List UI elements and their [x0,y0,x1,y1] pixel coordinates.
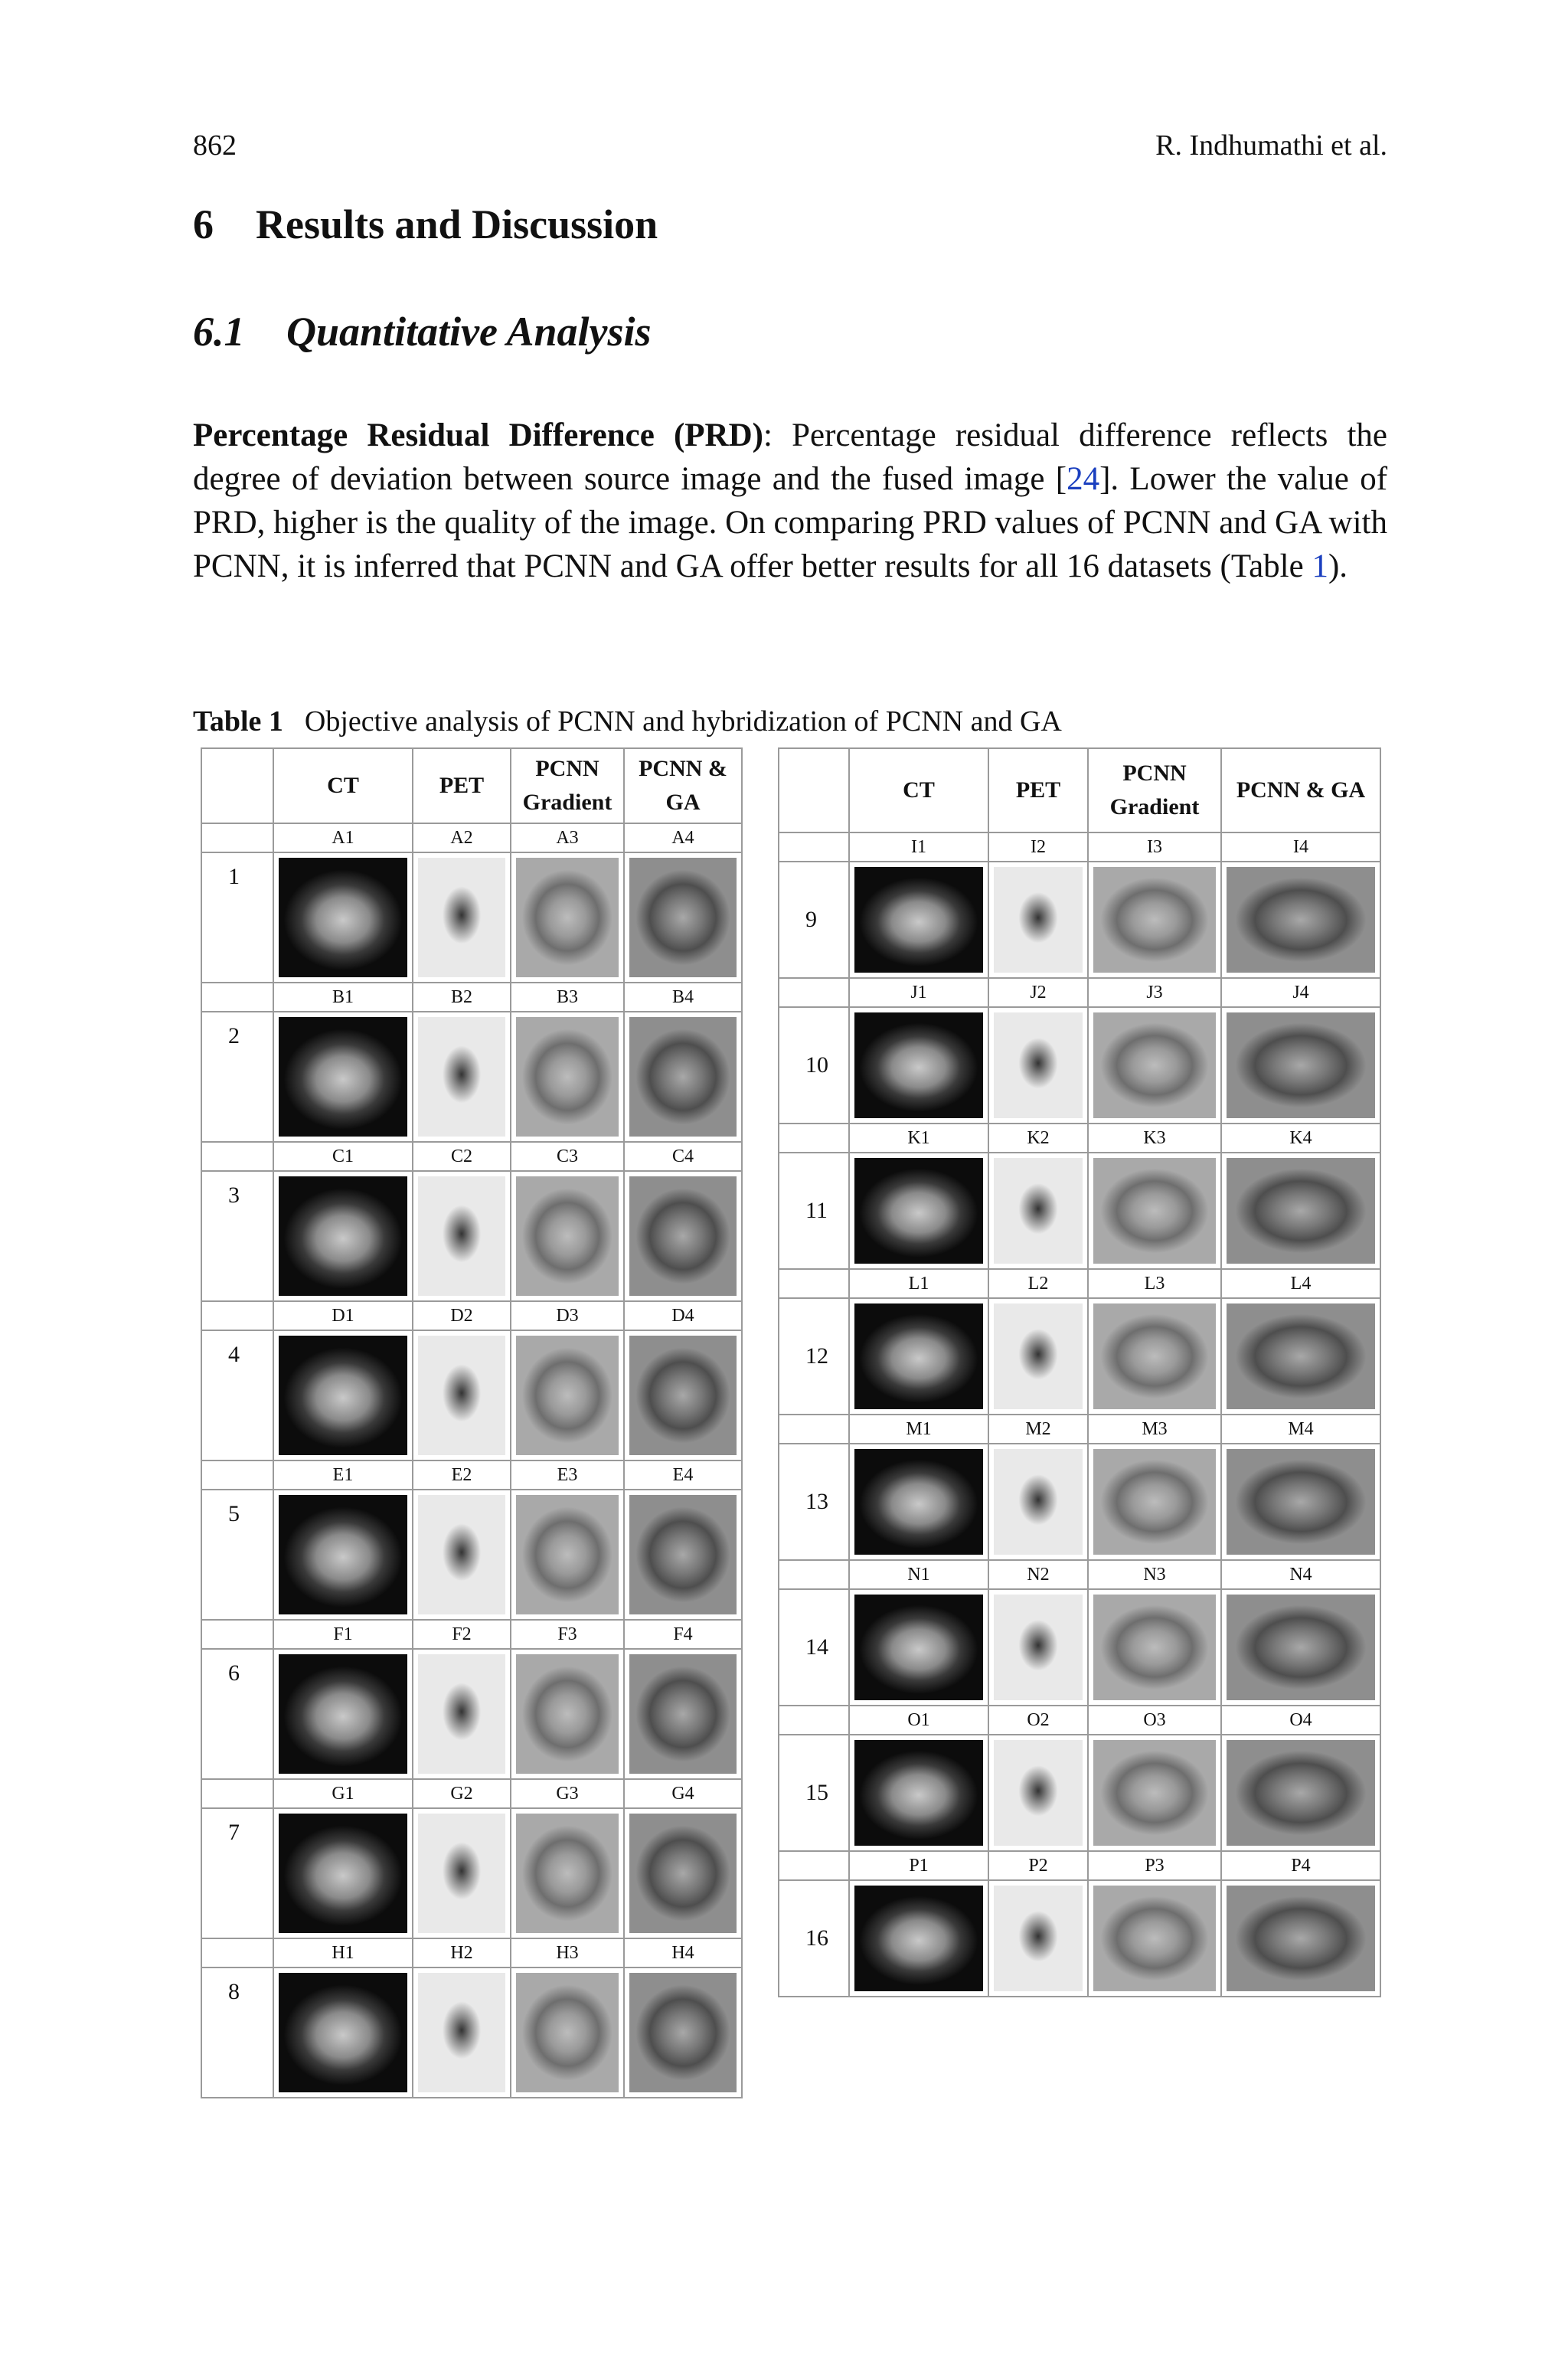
image-label: N1 [849,1560,988,1589]
image-label: I4 [1221,832,1380,862]
label-blank-cell [779,1560,849,1589]
image-cell [1088,1153,1221,1269]
table-caption-text: Objective analysis of PCNN and hybridization of PCNN and GA [304,705,1062,738]
image-cell [624,1490,742,1620]
image-cell [988,1298,1088,1415]
label-blank-cell [201,1460,273,1490]
image-label: K4 [1221,1124,1380,1153]
dataset-row [201,1330,742,1460]
image-label-row [779,1269,1380,1298]
ct-scan-image [854,1886,983,1991]
image-label: B3 [511,983,624,1012]
image-cell [624,1330,742,1460]
pet-scan-image [994,1740,1083,1846]
image-cell [511,1490,624,1620]
image-cell [1088,1735,1221,1851]
label-blank-cell [201,1142,273,1171]
pcnn-ga-fused-image [629,1654,737,1774]
image-label: A3 [511,823,624,852]
image-label: I3 [1088,832,1221,862]
pcnn-gradient-fused-image [1093,867,1216,973]
pcnn-gradient-fused-image [516,858,619,977]
pet-scan-image [418,1017,505,1137]
pcnn-ga-fused-image [1227,1012,1375,1118]
image-label: B1 [273,983,413,1012]
header-blank-cell [779,748,849,832]
dataset-number: 4 [201,1330,273,1460]
dataset-row [779,862,1380,978]
image-label: O3 [1088,1706,1221,1735]
image-cell [1221,1880,1380,1997]
running-head: R. Indhumathi et al. [1155,129,1387,162]
subsection-number: 6.1 [193,309,245,355]
image-cell [849,862,988,978]
image-label-row [201,1620,742,1649]
dataset-number: 7 [201,1808,273,1938]
column-header: CT [849,748,988,832]
image-label: A1 [273,823,413,852]
image-cell [1221,1444,1380,1560]
image-label: H2 [413,1938,511,1967]
image-cell [849,1880,988,1997]
image-cell [511,852,624,983]
image-cell [413,1171,511,1301]
image-cell [1221,1735,1380,1851]
dataset-number: 9 [779,862,849,978]
image-label-row [779,978,1380,1007]
label-blank-cell [779,1269,849,1298]
image-label: G2 [413,1779,511,1808]
image-label: G4 [624,1779,742,1808]
image-cell [273,1012,413,1142]
pcnn-gradient-fused-image [516,1973,619,2092]
pcnn-gradient-fused-image [516,1336,619,1455]
pcnn-ga-fused-image [1227,1303,1375,1409]
image-cell [988,1444,1088,1560]
column-header: PCNN & GA [1221,748,1380,832]
image-label: P1 [849,1851,988,1880]
image-label: D4 [624,1301,742,1330]
image-cell [624,1649,742,1779]
image-label: E3 [511,1460,624,1490]
image-label-row [201,1301,742,1330]
pet-scan-image [994,1158,1083,1264]
pet-scan-image [418,858,505,977]
image-label: K1 [849,1124,988,1153]
ct-scan-image [279,1017,407,1137]
dataset-number: 2 [201,1012,273,1142]
subsection-title-text: Quantitative Analysis [286,309,652,355]
pcnn-gradient-fused-image [516,1176,619,1296]
ct-scan-image [854,1595,983,1700]
header-blank-cell [201,748,273,823]
image-label-row [779,1851,1380,1880]
ct-scan-image [854,1012,983,1118]
pcnn-gradient-fused-image [1093,1595,1216,1700]
label-blank-cell [201,823,273,852]
ct-scan-image [279,1973,407,2092]
image-label: B4 [624,983,742,1012]
pet-scan-image [994,867,1083,973]
image-cell [511,1330,624,1460]
image-label: P3 [1088,1851,1221,1880]
subsection-title [193,308,652,355]
image-label-row [201,1779,742,1808]
image-label: F1 [273,1620,413,1649]
dataset-row [201,1649,742,1779]
image-label: M2 [988,1415,1088,1444]
image-cell [511,1967,624,2098]
image-label-row [779,1706,1380,1735]
ct-scan-image [279,1176,407,1296]
image-label: C1 [273,1142,413,1171]
pcnn-gradient-fused-image [1093,1740,1216,1846]
image-label: N2 [988,1560,1088,1589]
image-cell [1088,1298,1221,1415]
section-number: 6 [193,201,214,247]
dataset-number: 6 [201,1649,273,1779]
image-cell [624,1808,742,1938]
image-cell [413,1012,511,1142]
dataset-row [201,1967,742,2098]
dataset-row [201,1012,742,1142]
pet-scan-image [994,1303,1083,1409]
image-label: N3 [1088,1560,1221,1589]
image-cell [1221,1298,1380,1415]
image-label: L2 [988,1269,1088,1298]
image-label-row [779,1124,1380,1153]
body-paragraph [193,414,1387,588]
table-ref-link[interactable]: 1 [1312,548,1328,584]
image-label: E4 [624,1460,742,1490]
dataset-number: 5 [201,1490,273,1620]
image-cell [413,1330,511,1460]
section-title-text: Results and Discussion [256,201,658,247]
image-label: C4 [624,1142,742,1171]
image-label: L1 [849,1269,988,1298]
pcnn-gradient-fused-image [1093,1012,1216,1118]
image-cell [413,852,511,983]
dataset-row [779,1298,1380,1415]
pcnn-ga-fused-image [629,1176,737,1296]
image-cell [511,1171,624,1301]
image-label: J2 [988,978,1088,1007]
pcnn-gradient-fused-image [516,1814,619,1933]
dataset-number: 16 [779,1880,849,1997]
pcnn-gradient-fused-image [1093,1886,1216,1991]
dataset-row [201,852,742,983]
image-cell [273,1330,413,1460]
image-cell [511,1808,624,1938]
image-cell [988,1007,1088,1124]
image-cell [511,1012,624,1142]
dataset-number: 11 [779,1153,849,1269]
pet-scan-image [994,1595,1083,1700]
image-label: A2 [413,823,511,852]
image-label-row [779,832,1380,862]
image-label: O2 [988,1706,1088,1735]
image-label: N4 [1221,1560,1380,1589]
ct-scan-image [854,1303,983,1409]
image-label: B2 [413,983,511,1012]
image-label: J4 [1221,978,1380,1007]
image-label: E1 [273,1460,413,1490]
dataset-number: 12 [779,1298,849,1415]
image-cell [1221,1007,1380,1124]
pcnn-ga-fused-image [1227,1158,1375,1264]
image-label: C2 [413,1142,511,1171]
image-cell [624,1171,742,1301]
image-label-row [201,823,742,852]
pcnn-ga-fused-image [1227,867,1375,973]
dataset-number: 13 [779,1444,849,1560]
image-cell [624,1012,742,1142]
label-blank-cell [201,1938,273,1967]
column-header: PCNN & GA [624,748,742,823]
pet-scan-image [994,1449,1083,1555]
dataset-row [779,1735,1380,1851]
image-cell [1088,1007,1221,1124]
pet-scan-image [994,1886,1083,1991]
pcnn-gradient-fused-image [1093,1449,1216,1555]
image-cell [1221,1589,1380,1706]
image-cell [1088,1589,1221,1706]
pet-scan-image [418,1654,505,1774]
pcnn-gradient-fused-image [1093,1303,1216,1409]
dataset-row [779,1589,1380,1706]
dataset-number: 14 [779,1589,849,1706]
dataset-number: 10 [779,1007,849,1124]
image-cell [988,1589,1088,1706]
ct-scan-image [279,1654,407,1774]
dataset-number: 8 [201,1967,273,2098]
image-label: A4 [624,823,742,852]
image-label: L3 [1088,1269,1221,1298]
image-cell [849,1298,988,1415]
label-blank-cell [779,1415,849,1444]
ct-scan-image [279,1336,407,1455]
image-cell [1221,862,1380,978]
image-cell [1088,1444,1221,1560]
label-blank-cell [201,983,273,1012]
pcnn-ga-fused-image [629,1336,737,1455]
pcnn-ga-fused-image [1227,1886,1375,1991]
image-label: L4 [1221,1269,1380,1298]
image-label-row [201,1142,742,1171]
image-label: P4 [1221,1851,1380,1880]
image-label-row [201,983,742,1012]
image-label: K3 [1088,1124,1221,1153]
image-cell [511,1649,624,1779]
image-label: P2 [988,1851,1088,1880]
pcnn-gradient-fused-image [516,1495,619,1614]
pcnn-gradient-fused-image [516,1654,619,1774]
image-label: C3 [511,1142,624,1171]
table-caption-label: Table 1 [193,705,283,738]
dataset-row [779,1880,1380,1997]
image-cell [413,1967,511,2098]
ct-scan-image [854,1158,983,1264]
image-cell [988,1153,1088,1269]
image-cell [988,1880,1088,1997]
image-label: I1 [849,832,988,862]
image-label: E2 [413,1460,511,1490]
page-number: 862 [193,129,237,162]
image-cell [413,1649,511,1779]
image-cell [988,1735,1088,1851]
dataset-row [201,1490,742,1620]
prd-term: Percentage Residual Difference (PRD) [193,417,763,453]
label-blank-cell [779,1706,849,1735]
dataset-row [201,1808,742,1938]
pcnn-ga-fused-image [629,858,737,977]
image-label: O1 [849,1706,988,1735]
column-header: PET [413,748,511,823]
image-label: K2 [988,1124,1088,1153]
image-label: F3 [511,1620,624,1649]
image-label: G3 [511,1779,624,1808]
image-label: J1 [849,978,988,1007]
para-text-3: ). [1328,548,1348,584]
image-label: I2 [988,832,1088,862]
pcnn-ga-fused-image [629,1017,737,1137]
pet-scan-image [418,1973,505,2092]
dataset-number: 1 [201,852,273,983]
image-label: F4 [624,1620,742,1649]
ct-scan-image [854,1449,983,1555]
image-label: D2 [413,1301,511,1330]
image-cell [1088,1880,1221,1997]
image-label: O4 [1221,1706,1380,1735]
section-title [193,201,658,248]
image-label: M4 [1221,1415,1380,1444]
image-cell [1221,1153,1380,1269]
pcnn-ga-fused-image [629,1495,737,1614]
citation-link[interactable]: 24 [1067,461,1100,497]
ct-scan-image [854,867,983,973]
image-cell [413,1490,511,1620]
image-label: H1 [273,1938,413,1967]
image-label: J3 [1088,978,1221,1007]
label-blank-cell [201,1620,273,1649]
column-header: PET [988,748,1088,832]
image-cell [849,1589,988,1706]
para-text-2: ]. Lower the value of PRD, higher is the quality of the image. On comparing PRD values of PCNN and GA with PCNN, it is inferred that PCNN and GA offer better results for all 16 datasets (Table [193,461,1388,584]
image-cell [273,1967,413,2098]
image-label: D3 [511,1301,624,1330]
para-text-1: : Percentage residual difference reflects the degree of deviation between source image and the fused image [ [193,417,1387,497]
label-blank-cell [779,1124,849,1153]
table-caption [193,705,1062,738]
dataset-row [201,1171,742,1301]
pet-scan-image [418,1495,505,1614]
image-cell [1088,862,1221,978]
dataset-row [779,1444,1380,1560]
image-cell [849,1735,988,1851]
image-cell [413,1808,511,1938]
label-blank-cell [201,1301,273,1330]
image-label-row [779,1415,1380,1444]
image-cell [624,1967,742,2098]
image-cell [273,1808,413,1938]
image-label: D1 [273,1301,413,1330]
pet-scan-image [418,1336,505,1455]
column-header: PCNN Gradient [511,748,624,823]
pcnn-ga-fused-image [1227,1740,1375,1846]
label-blank-cell [779,832,849,862]
image-table-left [201,747,743,2098]
column-header: PCNN Gradient [1088,748,1221,832]
column-header: CT [273,748,413,823]
image-cell [849,1007,988,1124]
ct-scan-image [279,858,407,977]
image-label: M1 [849,1415,988,1444]
label-blank-cell [779,1851,849,1880]
image-label-row [201,1938,742,1967]
image-cell [849,1153,988,1269]
image-cell [273,1171,413,1301]
ct-scan-image [279,1814,407,1933]
label-blank-cell [779,978,849,1007]
pcnn-gradient-fused-image [516,1017,619,1137]
pcnn-ga-fused-image [629,1973,737,2092]
image-cell [273,1490,413,1620]
pet-scan-image [418,1814,505,1933]
pcnn-gradient-fused-image [1093,1158,1216,1264]
pet-scan-image [418,1176,505,1296]
dataset-row [779,1007,1380,1124]
image-label: M3 [1088,1415,1221,1444]
image-label: G1 [273,1779,413,1808]
image-cell [273,852,413,983]
ct-scan-image [854,1740,983,1846]
image-label-row [201,1460,742,1490]
pcnn-ga-fused-image [1227,1595,1375,1700]
ct-scan-image [279,1495,407,1614]
pet-scan-image [994,1012,1083,1118]
image-label: H4 [624,1938,742,1967]
dataset-number: 3 [201,1171,273,1301]
image-label: H3 [511,1938,624,1967]
image-cell [988,862,1088,978]
pcnn-ga-fused-image [1227,1449,1375,1555]
image-cell [849,1444,988,1560]
image-cell [624,852,742,983]
image-label-row [779,1560,1380,1589]
image-table-right [778,747,1381,1997]
pcnn-ga-fused-image [629,1814,737,1933]
image-label: F2 [413,1620,511,1649]
image-cell [273,1649,413,1779]
dataset-row [779,1153,1380,1269]
label-blank-cell [201,1779,273,1808]
dataset-number: 15 [779,1735,849,1851]
